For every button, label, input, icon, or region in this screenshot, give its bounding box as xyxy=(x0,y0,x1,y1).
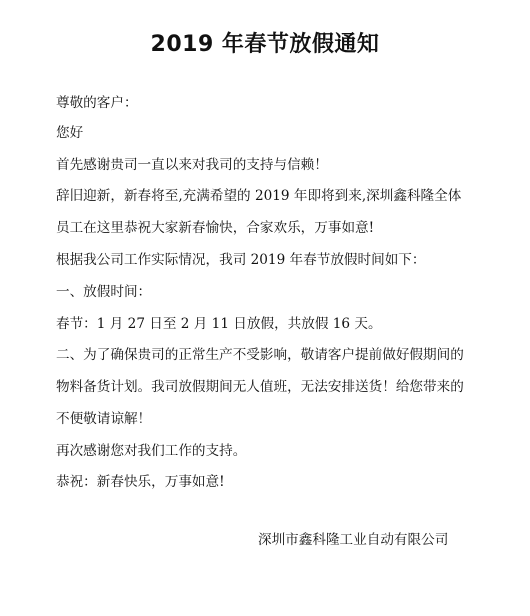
section-2-text-line-2: 物料备货计划。我司放假期间无人值班，无法安排送货！给您带来的 xyxy=(56,379,464,395)
wishes-text: 恭祝：新春快乐，万事如意! xyxy=(56,474,225,490)
closing-thanks-text: 再次感谢您对我们工作的支持。 xyxy=(56,443,247,459)
holiday-dates-text: 春节：1 月 27 日至 2 月 11 日放假，共放假 16 天。 xyxy=(56,316,382,332)
new-year-text-line-2: 员工在这里恭祝大家新春愉快，合家欢乐，万事如意! xyxy=(56,220,375,236)
company-signature: 深圳市鑫科隆工业自动有限公司 xyxy=(258,532,449,548)
hello-text: 您好 xyxy=(56,125,84,141)
notice-title: 2019 年春节放假通知 xyxy=(150,32,380,57)
greeting-text: 尊敬的客户： xyxy=(56,95,138,111)
section-2-text-line-3: 不便敬请谅解！ xyxy=(56,411,152,427)
new-year-text-line-1: 辞旧迎新，新春将至,充满希望的 2019 年即将到来,深圳鑫科隆全体 xyxy=(56,188,462,204)
section-2-text-line-1: 二、为了确保贵司的正常生产不受影响，敬请客户提前做好假期间的 xyxy=(56,347,464,363)
thanks-text: 首先感谢贵司一直以来对我司的支持与信赖！ xyxy=(56,157,328,173)
section-1-heading: 一、放假时间： xyxy=(56,284,152,300)
schedule-intro-text: 根据我公司工作实际情况，我司 2019 年春节放假时间如下： xyxy=(56,252,426,268)
